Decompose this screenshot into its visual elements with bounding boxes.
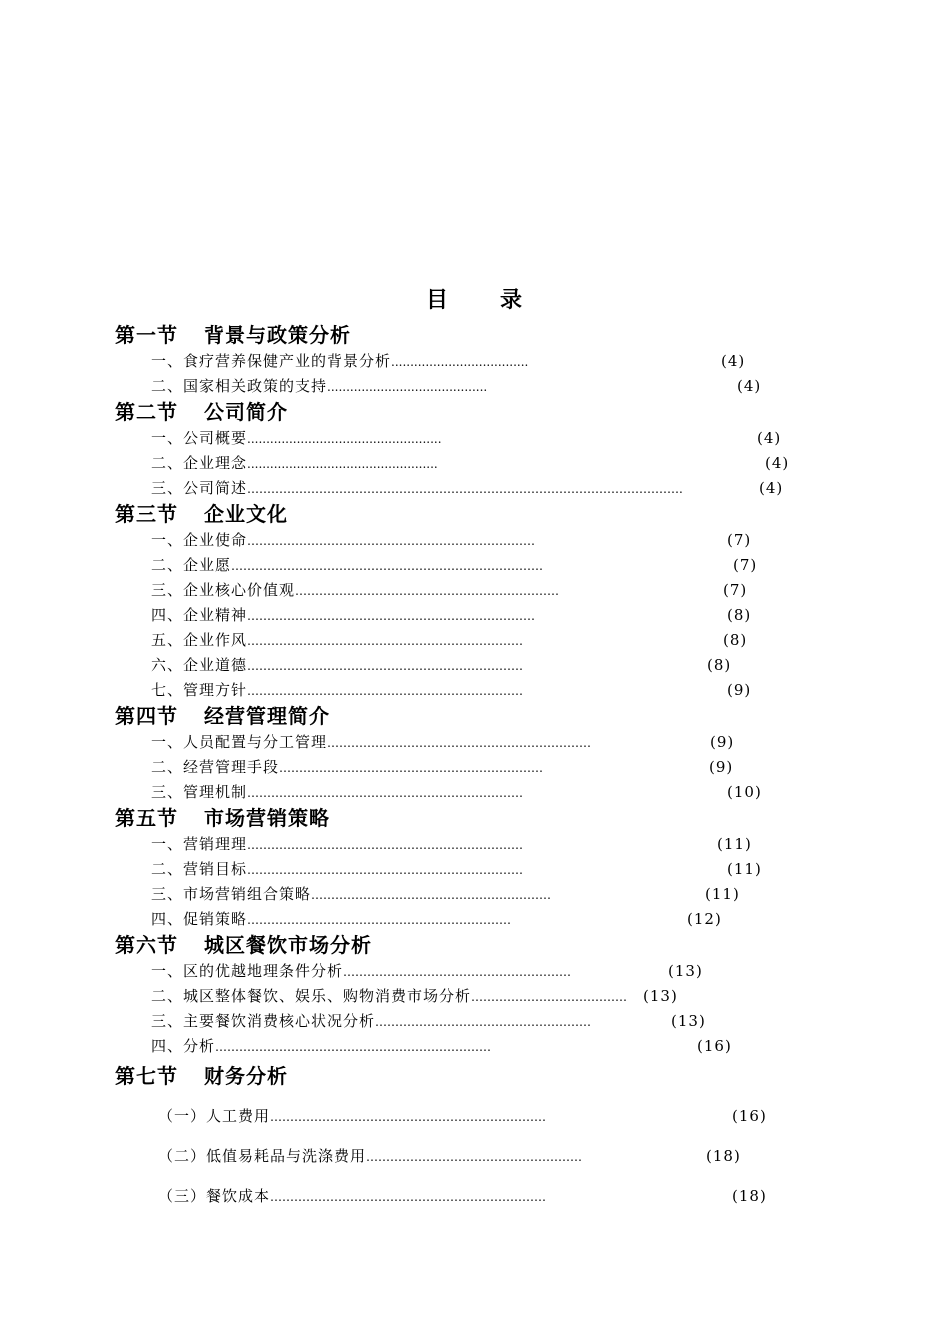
section-heading: 第一节 背景与政策分析 (115, 323, 351, 347)
toc-entry[interactable]: 一、营销理理 …………………………………………………………… (11) (151, 835, 752, 853)
table-of-contents (115, 322, 815, 1209)
section-heading: 第四节 经营管理简介 (115, 704, 330, 728)
section-heading: 第七节 财务分析 (115, 1064, 288, 1088)
toc-entry[interactable]: 一、人员配置与分工管理 ………………………………………………………… (9) (151, 733, 735, 751)
toc-entry[interactable]: 五、企业作风 …………………………………………………………… (8) (151, 631, 748, 649)
toc-entry[interactable]: 二、企业理念 .................................................. (4) (151, 454, 790, 472)
toc-entry[interactable]: （一）人工费用 …………………………………………………………… (16) (158, 1107, 767, 1125)
toc-entry[interactable]: 三、企业核心价值观 ………………………………………………………… (7) (151, 581, 748, 599)
toc-entry[interactable]: 三、市场营销组合策略 …………………………………………………… (11) (151, 885, 740, 903)
toc-title-right: 录 (500, 287, 525, 313)
toc-entry[interactable]: 二、城区整体餐饮、娱乐、购物消费市场分析 ………………………………… (13) (151, 987, 678, 1005)
toc-entry[interactable]: 七、管理方针 …………………………………………………………… (9) (151, 681, 752, 699)
toc-entry[interactable]: 四、促销策略 ………………………………………………………… (12) (151, 910, 722, 928)
toc-entry[interactable]: 二、营销目标 …………………………………………………………… (11) (151, 860, 762, 878)
toc-title-left: 目 (425, 287, 450, 313)
toc-entry[interactable]: （二）低值易耗品与洗涤费用 ……………………………………………… (18) (158, 1147, 741, 1165)
toc-entry[interactable]: 四、企业精神 ……………………………………………………………… (8) (151, 606, 752, 624)
toc-entry[interactable]: 一、企业使命 ……………………………………………………………… (7) (151, 531, 752, 549)
section-heading: 第六节 城区餐饮市场分析 (115, 933, 372, 957)
section-heading: 第三节 企业文化 (115, 502, 288, 526)
toc-entry[interactable]: 一、公司概要 ................................................... (4) (151, 429, 782, 447)
toc-entry[interactable]: 一、区的优越地理条件分析 ………………………………………………… (13) (151, 962, 703, 980)
toc-entry[interactable]: 六、企业道德 …………………………………………………………… (8) (151, 656, 732, 674)
toc-entry[interactable]: 三、公司简述 ………………………………………………………………………………………………. (4) (151, 479, 784, 497)
section-heading: 第二节 公司简介 (115, 400, 288, 424)
section-heading: 第五节 市场营销策略 (115, 806, 330, 830)
toc-entry[interactable]: 四、分析 …………………………………………………………… (16) (151, 1037, 732, 1055)
toc-entry[interactable]: 一、食疗营养保健产业的背景分析 .................................... (4) (151, 352, 746, 370)
toc-entry[interactable]: 三、主要餐饮消费核心状况分析 ……………………………………………… (13) (151, 1012, 706, 1030)
toc-title (0, 283, 950, 314)
toc-entry[interactable]: （三）餐饮成本 …………………………………………………………… (18) (158, 1187, 767, 1205)
toc-entry[interactable]: 二、国家相关政策的支持 .......................................... (4) (151, 377, 762, 395)
toc-entry[interactable]: 二、企业愿 …………………………………………………………………… (7) (151, 556, 758, 574)
toc-entry[interactable]: 二、经营管理手段 ………………………………………………………… (9) (151, 758, 734, 776)
toc-entry[interactable]: 三、管理机制 …………………………………………………………… (10) (151, 783, 762, 801)
